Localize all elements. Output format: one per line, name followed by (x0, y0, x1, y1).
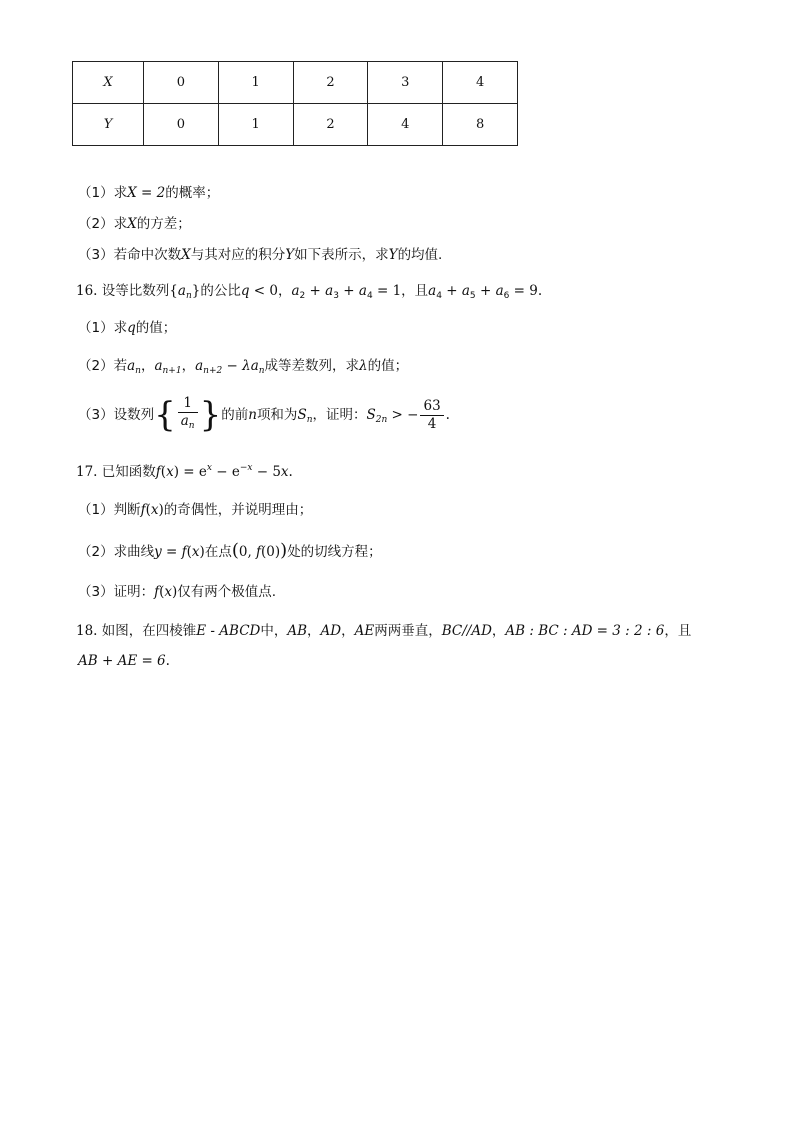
p18-intro: 18. 如图，在四棱锥E - ABCD中，AB，AD，AE两两垂直，BC//AD，AB : BC : AD = 3 : 2 : 6，且 (76, 623, 692, 639)
table-cell: 1 (218, 104, 293, 146)
p18-condition: AB + AE = 6. (78, 653, 170, 669)
p17-q1: （1）判断f(x)的奇偶性，并说明理由； (78, 502, 313, 518)
table-header-x: X (73, 62, 144, 104)
fraction-1-over-an: $\frac{1}{a_n}$ (178, 395, 198, 435)
table-cell: 0 (144, 62, 219, 104)
p15-q2: （2）求X的方差； (78, 216, 191, 232)
table-cell: 2 (293, 62, 368, 104)
x-y-score-table (72, 61, 518, 146)
p17-q3: （3）证明：f(x)仅有两个极值点. (78, 584, 277, 600)
p15-q1: （1）求X = 2的概率； (78, 185, 220, 201)
p16-intro: 16. 设等比数列$\{a_n\}$的公比q < 0，$a_2 + a_3 + a_4 = 1$，且$a_4 + a_5 + a_6 = 9$. (76, 283, 543, 301)
p15-q3: （3）若命中次数X与其对应的积分Y如下表所示，求Y的均值. (78, 247, 443, 263)
p17-q2: （2）求曲线y = f(x)在点(0, f(0))处的切线方程； (78, 540, 382, 561)
p16-q1: （1）求q的值； (78, 320, 177, 336)
table-cell: 3 (368, 62, 443, 104)
table-cell: 2 (293, 104, 368, 146)
fraction-63-over-4: $\frac{63}{4}$ (420, 398, 443, 433)
table-cell: 0 (144, 104, 219, 146)
table-cell: 8 (443, 104, 518, 146)
table-row-y (73, 104, 518, 146)
table-cell: 4 (368, 104, 443, 146)
p16-q2: （2）若$a_n$，$a_{n+1}$，$a_{n+2} - \lambda a_n$成等差数列，求λ的值； (78, 358, 409, 376)
table-cell: 1 (218, 62, 293, 104)
table-header-y: Y (73, 104, 144, 146)
table-row-x (73, 62, 518, 104)
table-cell: 4 (443, 62, 518, 104)
p16-q3: （3）设数列{ $\frac{1}{a_n}$ }的前n项和为$S_n$，证明：$S_{2n}$ > − $\frac{63}{4}$ . (78, 395, 450, 435)
p17-intro: 17. 已知函数$f(x) = e^x - e^{-x} - 5x$. (76, 463, 293, 480)
